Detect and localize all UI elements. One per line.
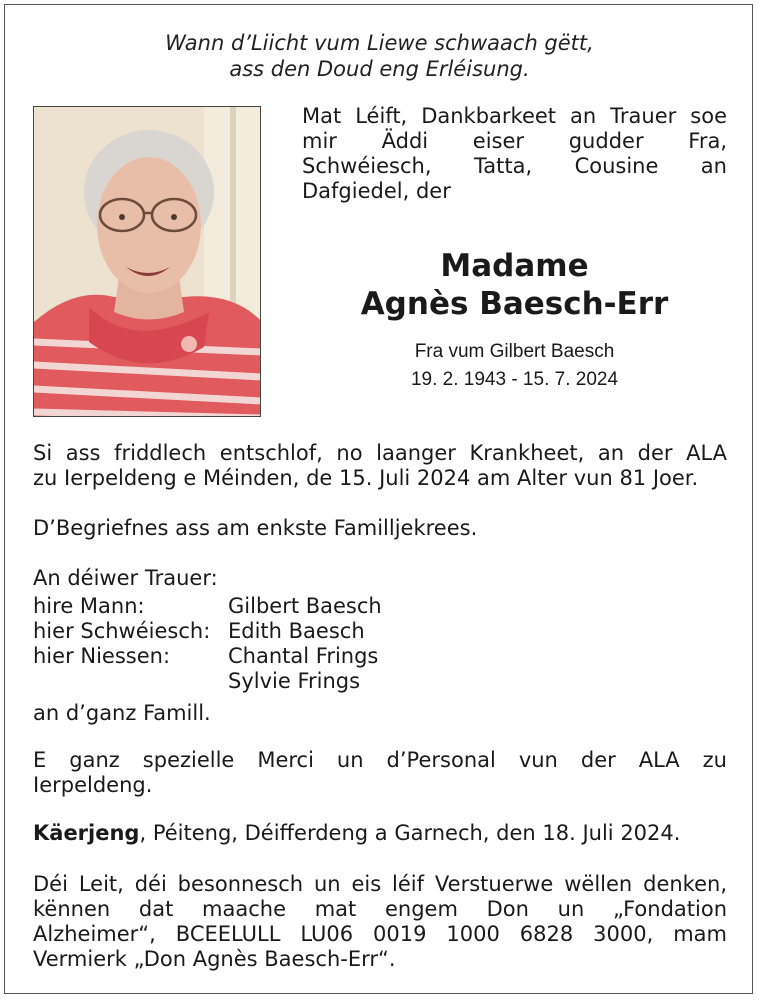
portrait-photo: [33, 106, 261, 417]
thanks-line-2: Ierpeldeng.: [33, 773, 153, 797]
burial-text: D’Begriefnes ass am enkste Familljekrees.: [33, 516, 478, 540]
place-date-rest: , Péiteng, Déifferdeng a Garnech, den 18. Juli 2024.: [139, 821, 681, 845]
thanks-text: [33, 748, 727, 798]
death-notice-line-1: Si ass friddlech entschlof, no laanger Krankheet, an der ALA: [33, 441, 727, 465]
donation-line-3: Alzheimer“, BCEELULL LU06 0019 1000 6828 3000, mam: [33, 922, 727, 946]
intro-line-1: Mat Léift, Dankbarkeet an Trauer soe: [302, 104, 727, 128]
place-date: [33, 821, 727, 846]
mourners-closing: an d’ganz Famill.: [33, 701, 211, 725]
mourner-name-1: Gilbert Baesch: [228, 594, 382, 618]
intro-text: [302, 104, 727, 179]
mourner-relation-2: hier Schwéiesch:: [33, 619, 211, 643]
motto-line-2: ass den Doud eng Erléisung.: [229, 57, 530, 81]
donation-line-2: kënnen dat maache mat engem Don un „Fondation: [33, 897, 727, 921]
intro-line-3: Schwéiesch, Tatta, Cousine an: [302, 154, 727, 178]
deceased-dates: 19. 2. 1943 - 15. 7. 2024: [410, 369, 619, 390]
donation-line-1: Déi Leit, déi besonnesch un eis léif Verstuerwe wëllen denken,: [33, 872, 727, 896]
thanks-line-1: E ganz spezielle Merci un d’Personal vun der ALA zu: [33, 748, 727, 772]
intro-line-4: Dafgiedel, der: [302, 179, 451, 203]
deceased-relation: Fra vum Gilbert Baesch: [414, 341, 615, 362]
portrait-illustration: [34, 107, 261, 417]
mourner-relation-3: hier Niessen:: [33, 644, 171, 668]
deceased-title: Madame: [440, 248, 589, 284]
deceased-name: Agnès Baesch-Err: [360, 286, 669, 322]
donation-text: [33, 872, 727, 972]
mourner-name-2: Edith Baesch: [228, 619, 365, 643]
intro-line-2: mir Äddi eiser gudder Fra,: [302, 129, 727, 153]
death-notice-line-2: zu Ierpeldeng e Méinden, de 15. Juli 2024 am Alter vun 81 Joer.: [33, 466, 699, 490]
mourners-heading: An déiwer Trauer:: [33, 566, 218, 590]
death-notice: [33, 441, 727, 491]
mourner-name-3b: Sylvie Frings: [228, 669, 361, 693]
mourner-name-3a: Chantal Frings: [228, 644, 379, 668]
place-name: Käerjeng: [33, 821, 140, 845]
deceased-name-block: [302, 247, 727, 323]
donation-line-4: Vermierk „Don Agnès Baesch-Err“.: [33, 947, 396, 971]
motto-line-1: Wann d’Liicht vum Liewe schwaach gëtt,: [165, 31, 594, 55]
motto: [0, 30, 759, 82]
mourner-relation-1: hire Mann:: [33, 594, 145, 618]
